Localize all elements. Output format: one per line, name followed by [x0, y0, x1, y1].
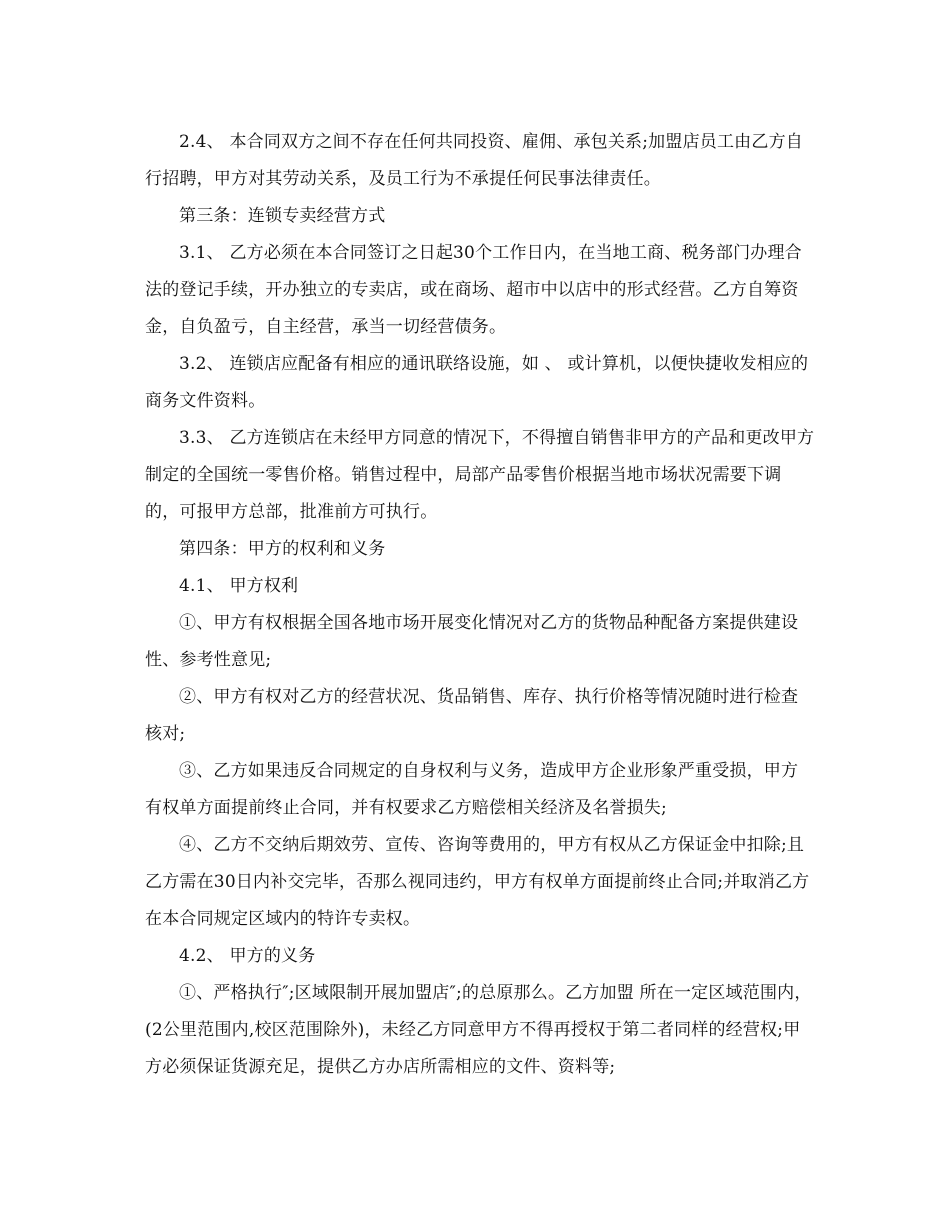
paragraph-4-1-item-2: ②、甲方有权对乙方的经营状况、货品销售、库存、执行价格等情况随时进行检查核对; [145, 687, 799, 744]
contract-text-body [145, 124, 815, 1086]
heading-4-1: 4.1、 甲方权利 [179, 576, 299, 596]
paragraph-4-1-item-3: ③、乙方如果违反合同规定的自身权利与义务，造成甲方企业形象严重受损，甲方有权单方面提前终止合同，并有权要求乙方赔偿相关经济及名誉损失; [145, 761, 799, 818]
heading-4-2: 4.2、 甲方的义务 [179, 946, 316, 966]
paragraph-3-3: 3.3、 乙方连锁店在未经甲方同意的情况下，不得擅自销售非甲方的产品和更改甲方制定的全国统一零售价格。销售过程中，局部产品零售价根据当地市场状况需要下调的，可报甲方总部，批准前方可执行。 [145, 428, 815, 522]
paragraph-4-1-item-1: ①、甲方有权根据全国各地市场开展变化情况对乙方的货物品种配备方案提供建设性、参考性意见; [145, 613, 799, 670]
heading-article-4: 第四条：甲方的权利和义务 [179, 539, 386, 559]
paragraph-4-1-item-4: ④、乙方不交纳后期效劳、宣传、咨询等费用的，甲方有权从乙方保证金中扣除;且乙方需在30日内补交完毕，否那么视同违约，甲方有权单方面提前终止合同;并取消乙方在本合同规定区域内的特许专卖权。 [145, 835, 810, 929]
paragraph-4-2-item-1: ①、严格执行″;区域限制开展加盟店″;的总原那么。乙方加盟 所在一定区域范围内，(2公里范围内,校区范围除外)，未经乙方同意甲方不得再授权于第二者同样的经营权;甲方必须保证货源充足，提供乙方办店所需相应的文件、资料等; [145, 983, 812, 1077]
paragraph-3-1: 3.1、 乙方必须在本合同签订之日起30个工作日内，在当地工商、税务部门办理合法的登记手续，开办独立的专卖店，或在商场、超市中以店中的形式经营。乙方自筹资金，自负盈亏，自主经营，承当一切经营债务。 [145, 243, 802, 337]
paragraph-3-2: 3.2、 连锁店应配备有相应的通讯联络设施，如 、 或计算机，以便快捷收发相应的商务文件资料。 [145, 354, 809, 411]
heading-article-3: 第三条：连锁专卖经营方式 [179, 206, 386, 226]
paragraph-2-4: 2.4、 本合同双方之间不存在任何共同投资、雇佣、承包关系;加盟店员工由乙方自行招聘，甲方对其劳动关系，及员工行为不承提任何民事法律责任。 [145, 132, 803, 189]
